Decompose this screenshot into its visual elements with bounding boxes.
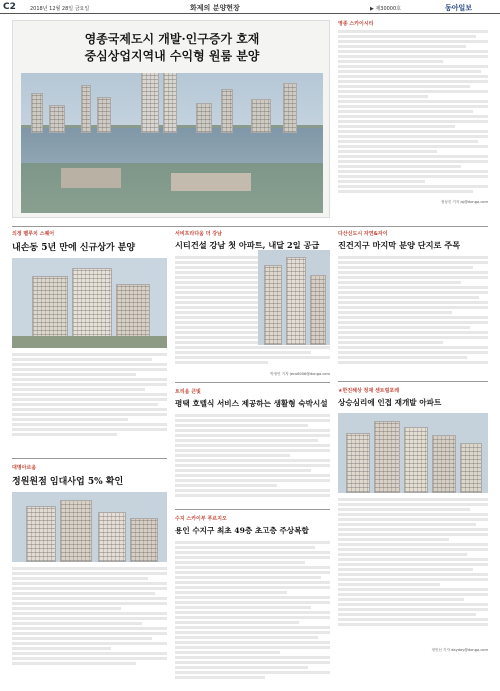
article-6-tag: 수지 스카이부 푸르지오 [175,516,227,522]
lead-byline: 정성진 기자 jsj@donga.com [440,200,488,204]
article-2-rendering [258,250,330,345]
lead-headline-line-2: 중심상업지역내 수익형 원룸 분양 [84,49,260,63]
article-7-photo [338,413,488,493]
issue-date: 2018년 12월 28일 금요일 [30,6,90,12]
article-2-tag: 서비프라다움 더 강남 [175,231,222,237]
issue-number: ▶ 제30000호 [370,6,402,12]
right-byline: 정민선 기자 dayday@donga.com [431,648,488,652]
lead-aerial-photo [21,73,323,213]
right-column [338,230,488,680]
article-5-headline: 정원원점 임대사업 5% 확인 [12,477,124,487]
lead-article-body [338,20,488,218]
page-number: C2 [3,2,16,12]
lead-headline-line-1: 영종국제도시 개발·인구증가 호재 [84,32,260,46]
newspaper-logo: 동아일보 [445,4,473,12]
article-1-headline: 내손동 5년 만에 신규상가 분양 [12,243,136,253]
mid-byline: 박정민 기자 jeco8006@donga.com [270,372,330,376]
article-7-tag: ★한진해상 정재 센트럴포레 [338,388,400,394]
left-column [12,230,167,680]
article-1-tag: 의정 벨루치 스퀘어 [12,231,55,237]
article-3-headline: 진건지구 마지막 분양 단지로 주목 [338,240,461,250]
article-2-headline: 시티건설 강남 첫 아파트, 내달 2일 공급 [175,240,320,250]
page-header [0,0,500,14]
article-4-tag: 트리움 큰빛 [175,389,201,395]
article-7-headline: 상승심리에 인접 재개발 아파트 [338,398,442,407]
article-4-headline: 평택 호텔식 서비스 제공하는 생활형 숙박시설 [175,399,328,408]
article-1-photo [12,258,167,348]
lead-feature [12,20,330,218]
article-5-tag: 대명아르움 [12,465,37,471]
section-title: 화제의 분양현장 [190,4,240,12]
lead-headline [23,31,321,65]
article-6-headline: 용인 수지구 최초 49층 초고층 주상복합 [175,526,309,535]
article-3-tag: 다산신도시 자연&자이 [338,231,388,237]
lead-tag: 영종 스카이시티 [338,21,374,27]
article-5-photo [12,492,167,562]
